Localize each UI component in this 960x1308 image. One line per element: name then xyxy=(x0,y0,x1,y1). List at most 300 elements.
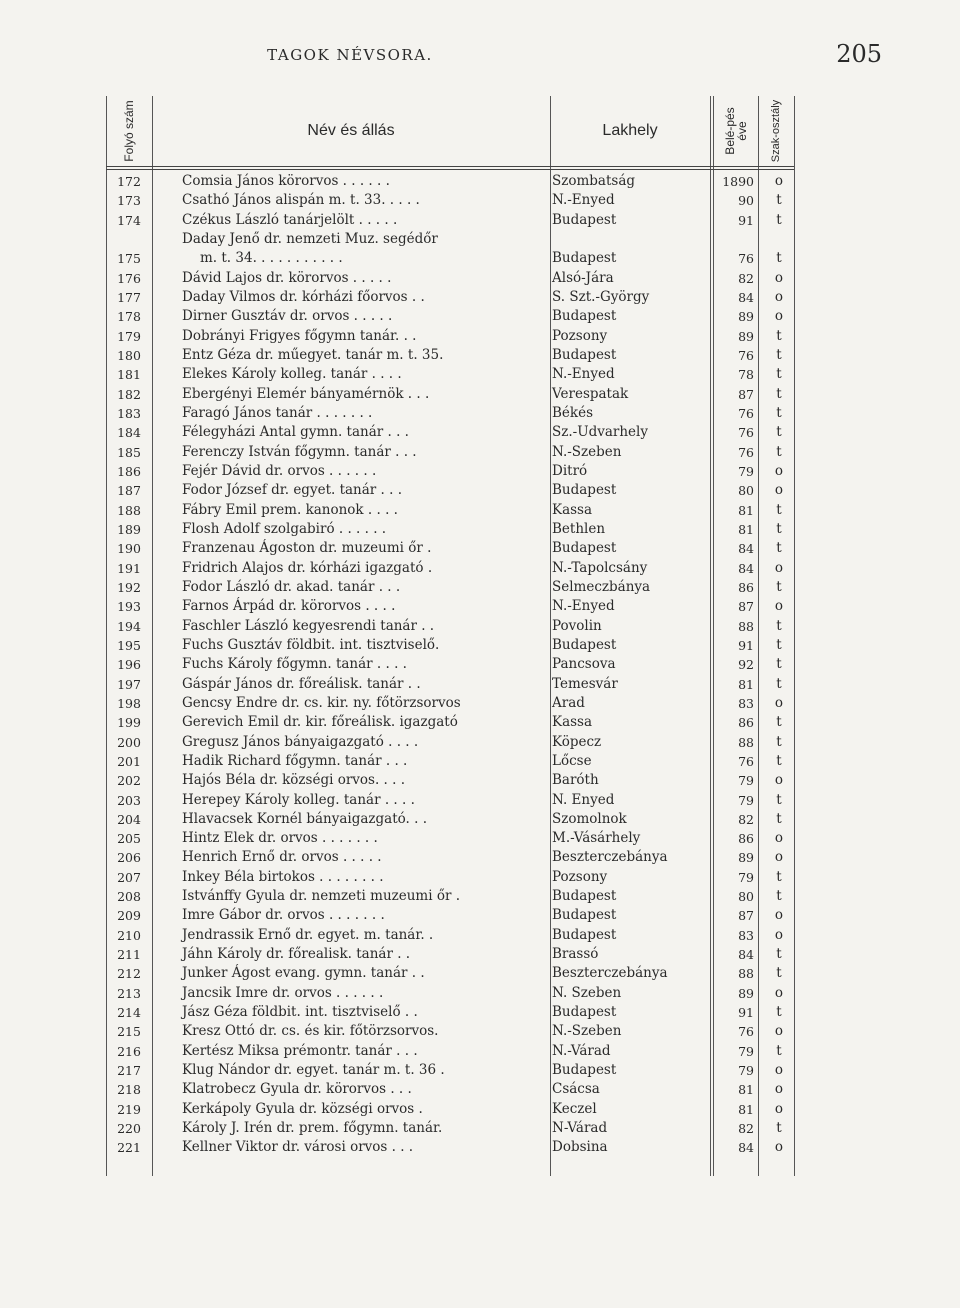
header-cell-cls xyxy=(758,96,794,166)
member-name-line: Gáspár János dr. főreálisk. tanár . . xyxy=(182,675,421,692)
section-class: t xyxy=(776,946,782,963)
table-row xyxy=(106,346,794,365)
table-row xyxy=(106,926,794,945)
member-name xyxy=(182,926,550,945)
member-name-continuation: m. t. 34. . . . . . . . . . . xyxy=(200,249,343,266)
section-class: o xyxy=(774,926,784,943)
member-residence: M.-Vásárhely xyxy=(552,830,641,847)
join-year: 81 xyxy=(738,1101,754,1117)
join-year: 89 xyxy=(738,328,754,344)
table-row xyxy=(106,520,794,539)
section-class: t xyxy=(776,366,782,383)
member-name-line: Junker Ágost evang. gymn. tanár . . xyxy=(182,965,425,982)
join-year: 76 xyxy=(738,1024,754,1040)
table-row xyxy=(106,288,794,307)
join-year: 76 xyxy=(738,425,754,441)
member-name xyxy=(182,791,550,810)
row-number: 186 xyxy=(117,463,141,479)
header-cell-name xyxy=(152,96,550,166)
table-row xyxy=(106,810,794,829)
member-residence: Budapest xyxy=(552,346,617,363)
table-row xyxy=(106,655,794,674)
member-name xyxy=(182,423,550,442)
row-number: 212 xyxy=(117,966,141,982)
member-residence: Baróth xyxy=(552,772,599,789)
table-row xyxy=(106,230,794,269)
member-residence: Keczel xyxy=(552,1100,597,1117)
member-name-line: Inkey Béla birtokos . . . . . . . . xyxy=(182,868,384,885)
member-residence: N.-Enyed xyxy=(552,598,615,615)
member-name xyxy=(182,462,550,481)
section-class: t xyxy=(776,868,782,885)
table-row xyxy=(106,481,794,500)
row-number: 213 xyxy=(117,985,141,1001)
header-num: Folyó szám xyxy=(122,100,136,162)
join-year: 84 xyxy=(738,541,754,557)
member-name-line: Félegyházi Antal gymn. tanár . . . xyxy=(182,424,409,441)
table-row xyxy=(106,887,794,906)
section-class: o xyxy=(774,462,784,479)
row-number: 203 xyxy=(117,792,141,808)
member-name xyxy=(182,617,550,636)
member-name xyxy=(182,443,550,462)
header-cell-place xyxy=(550,96,710,166)
section-class: t xyxy=(776,1042,782,1059)
row-number: 211 xyxy=(117,947,141,963)
join-year: 88 xyxy=(738,966,754,982)
member-residence: N-Várad xyxy=(552,1120,608,1137)
member-name-line: Fodor László dr. akad. tanár . . . xyxy=(182,578,401,595)
member-name-line: Ferenczy István főgymn. tanár . . . xyxy=(182,443,417,460)
row-number: 201 xyxy=(117,753,141,769)
member-name xyxy=(182,520,550,539)
row-number: 172 xyxy=(117,174,141,189)
member-residence: Budapest xyxy=(552,907,617,924)
join-year: 88 xyxy=(738,734,754,750)
member-name xyxy=(182,597,550,616)
table-row xyxy=(106,752,794,771)
member-name-line: Ebergényi Elemér bányamérnök . . . xyxy=(182,385,430,402)
member-name-line: Dávid Lajos dr. körorvos . . . . . xyxy=(182,269,392,286)
member-name xyxy=(182,172,550,191)
section-class: t xyxy=(776,810,782,827)
section-class: t xyxy=(776,250,782,267)
row-number: 182 xyxy=(117,386,141,402)
table-row xyxy=(106,945,794,964)
table-row xyxy=(106,771,794,790)
row-number: 217 xyxy=(117,1063,141,1079)
member-name-line: Elekes Károly kolleg. tanár . . . . xyxy=(182,366,402,383)
table-row xyxy=(106,964,794,983)
section-class: t xyxy=(776,965,782,982)
table-row xyxy=(106,172,794,191)
join-year: 84 xyxy=(738,560,754,576)
row-number: 205 xyxy=(117,831,141,847)
member-name xyxy=(182,578,550,597)
member-name xyxy=(182,230,550,268)
member-name xyxy=(182,327,550,346)
table-row xyxy=(106,984,794,1003)
table-row xyxy=(106,1042,794,1061)
table-row xyxy=(106,829,794,848)
row-number: 220 xyxy=(117,1121,141,1137)
row-number: 216 xyxy=(117,1043,141,1059)
table-body xyxy=(106,172,794,1158)
table-row xyxy=(106,269,794,288)
member-residence: Alsó-Jára xyxy=(552,269,614,286)
member-name-line: Istvánffy Gyula dr. nemzeti muzeumi őr . xyxy=(182,888,461,905)
member-name-line: Farnos Árpád dr. körorvos . . . . xyxy=(182,598,396,615)
page-number: 205 xyxy=(836,40,882,68)
row-number: 176 xyxy=(117,270,141,286)
join-year: 76 xyxy=(738,753,754,769)
member-residence: N. Szeben xyxy=(552,984,622,1001)
member-name xyxy=(182,984,550,1003)
member-residence: Beszterczebánya xyxy=(552,965,668,982)
row-number: 204 xyxy=(117,811,141,827)
member-residence: Budapest xyxy=(552,1062,617,1079)
table-row xyxy=(106,1003,794,1022)
table-row xyxy=(106,559,794,578)
member-name-line: Klug Nándor dr. egyet. tanár m. t. 36 . xyxy=(182,1062,445,1079)
table-row xyxy=(106,1061,794,1080)
member-name-line: Gerevich Emil dr. kir. főreálisk. igazgató xyxy=(182,714,458,731)
header-rule xyxy=(106,169,794,170)
section-class: t xyxy=(776,675,782,692)
member-name xyxy=(182,655,550,674)
member-residence: Kassa xyxy=(552,714,593,731)
row-number: 195 xyxy=(117,637,141,653)
member-name xyxy=(182,539,550,558)
member-name-line: Jász Géza földbit. int. tisztviselő . . xyxy=(182,1004,418,1021)
join-year: 76 xyxy=(738,251,754,267)
member-name-line: Daday Vilmos dr. kórházi főorvos . . xyxy=(182,288,425,305)
section-class: o xyxy=(774,288,784,305)
row-number: 196 xyxy=(117,657,141,673)
member-residence: N. Enyed xyxy=(552,791,615,808)
section-class: t xyxy=(776,656,782,673)
member-name-line: Gregusz János bányaigazgató . . . . xyxy=(182,733,419,750)
table-row xyxy=(106,385,794,404)
member-residence: Békés xyxy=(552,404,594,421)
member-name xyxy=(182,713,550,732)
join-year: 82 xyxy=(738,1121,754,1137)
join-year: 76 xyxy=(738,405,754,421)
member-name-line: Jendrassik Ernő dr. egyet. m. tanár. . xyxy=(182,926,434,943)
member-name-line: Csathó János alispán m. t. 33. . . . . xyxy=(182,192,420,209)
member-name-line: Flosh Adolf szolgabiró . . . . . . xyxy=(182,520,387,537)
table-row xyxy=(106,191,794,210)
table-row xyxy=(106,617,794,636)
member-name-line: Károly J. Irén dr. prem. főgymn. tanár. xyxy=(182,1120,443,1137)
join-year: 79 xyxy=(738,1043,754,1059)
section-class: o xyxy=(774,1023,784,1040)
join-year: 81 xyxy=(738,1082,754,1098)
table-row xyxy=(106,1080,794,1099)
join-year: 84 xyxy=(738,1140,754,1156)
table-row xyxy=(106,1100,794,1119)
row-number: 210 xyxy=(117,927,141,943)
row-number: 192 xyxy=(117,579,141,595)
row-number: 185 xyxy=(117,444,141,460)
row-number: 184 xyxy=(117,425,141,441)
join-year: 76 xyxy=(738,444,754,460)
section-class: t xyxy=(776,888,782,905)
table-row xyxy=(106,868,794,887)
running-head xyxy=(0,40,960,70)
header-rule xyxy=(106,166,794,167)
row-number: 190 xyxy=(117,541,141,557)
member-name xyxy=(182,694,550,713)
member-name-line: Entz Géza dr. műegyet. tanár m. t. 35. xyxy=(182,346,444,363)
member-name-line: Kerkápoly Gyula dr. községi orvos . xyxy=(182,1100,423,1117)
row-number: 218 xyxy=(117,1082,141,1098)
member-name xyxy=(182,1119,550,1138)
row-number: 202 xyxy=(117,773,141,789)
join-year: 87 xyxy=(738,908,754,924)
join-year: 90 xyxy=(738,193,754,209)
join-year: 81 xyxy=(738,502,754,518)
table-row xyxy=(106,423,794,442)
section-class: t xyxy=(776,385,782,402)
row-number: 193 xyxy=(117,599,141,615)
join-year: 83 xyxy=(738,695,754,711)
section-class: t xyxy=(776,714,782,731)
row-number: 189 xyxy=(117,521,141,537)
table-row xyxy=(106,1022,794,1041)
member-name-line: Jáhn Károly dr. főrealisk. tanár . . xyxy=(182,946,411,963)
member-name xyxy=(182,675,550,694)
section-class: o xyxy=(774,269,784,286)
row-number: 198 xyxy=(117,695,141,711)
member-residence: Dobsina xyxy=(552,1139,608,1156)
member-name xyxy=(182,1061,550,1080)
member-name-line: Dobrányi Frigyes főgymn tanár. . . xyxy=(182,327,417,344)
header-place: Lakhely xyxy=(602,122,658,139)
section-class: o xyxy=(774,482,784,499)
header-name: Név és állás xyxy=(307,122,395,139)
member-name-line: Faragó János tanár . . . . . . . xyxy=(182,404,373,421)
member-residence: Verespatak xyxy=(552,385,629,402)
row-number: 187 xyxy=(117,483,141,499)
header-cls: Szak-osztály xyxy=(770,99,782,163)
row-number: 200 xyxy=(117,734,141,750)
header-cell-year xyxy=(713,96,758,166)
row-number: 178 xyxy=(117,309,141,325)
join-year: 86 xyxy=(738,831,754,847)
member-name-line: Gencsy Endre dr. cs. kir. ny. főtörzsorvos xyxy=(182,694,461,711)
member-name xyxy=(182,385,550,404)
row-number: 219 xyxy=(117,1101,141,1117)
section-class: o xyxy=(774,308,784,325)
table-row xyxy=(106,713,794,732)
member-name-line: Daday Jenő dr. nemzeti Muz. segédőr xyxy=(182,230,438,247)
table-row xyxy=(106,597,794,616)
member-name xyxy=(182,906,550,925)
table-row xyxy=(106,307,794,326)
member-name xyxy=(182,1022,550,1041)
join-year: 79 xyxy=(738,773,754,789)
table-row xyxy=(106,848,794,867)
section-class: t xyxy=(776,501,782,518)
member-residence: N.-Szeben xyxy=(552,1023,622,1040)
member-name xyxy=(182,346,550,365)
member-name-line: Jancsik Imre dr. orvos . . . . . . xyxy=(182,984,384,1001)
header-year: Belé-pés éve xyxy=(722,107,749,155)
table-row xyxy=(106,906,794,925)
table-row xyxy=(106,404,794,423)
member-residence: Kassa xyxy=(552,501,593,518)
member-name-line: Czékus László tanárjelölt . . . . . xyxy=(182,211,398,228)
member-name xyxy=(182,211,550,230)
row-number: 221 xyxy=(117,1140,141,1156)
row-number: 197 xyxy=(117,676,141,692)
join-year: 81 xyxy=(738,521,754,537)
join-year: 86 xyxy=(738,579,754,595)
member-residence: Budapest xyxy=(552,926,617,943)
member-residence: Ditró xyxy=(552,462,588,479)
member-residence: Budapest xyxy=(552,211,617,228)
member-name-line: Comsia János körorvos . . . . . . xyxy=(182,173,390,189)
row-number: 173 xyxy=(117,193,141,209)
join-year: 91 xyxy=(738,637,754,653)
member-name-line: Fodor József dr. egyet. tanár . . . xyxy=(182,482,402,499)
member-residence: Temesvár xyxy=(552,675,618,692)
table-row xyxy=(106,462,794,481)
member-name-line: Hadik Richard főgymn. tanár . . . xyxy=(182,752,408,769)
member-residence: Selmeczbánya xyxy=(552,578,651,595)
table-row xyxy=(106,443,794,462)
section-class: o xyxy=(774,694,784,711)
member-name xyxy=(182,636,550,655)
section-class: t xyxy=(776,424,782,441)
section-class: t xyxy=(776,540,782,557)
join-year: 87 xyxy=(738,386,754,402)
member-residence: S. Szt.-György xyxy=(552,288,650,305)
row-number: 179 xyxy=(117,328,141,344)
member-residence: Arad xyxy=(552,694,585,711)
member-residence: N.-Tapolcsány xyxy=(552,559,648,576)
member-name xyxy=(182,771,550,790)
join-year: 79 xyxy=(738,463,754,479)
member-name xyxy=(182,1042,550,1061)
row-number: 209 xyxy=(117,908,141,924)
table-row xyxy=(106,636,794,655)
member-name xyxy=(182,365,550,384)
section-class: o xyxy=(774,173,784,189)
member-residence: Budapest xyxy=(552,540,617,557)
table-row xyxy=(106,539,794,558)
member-name-line: Fuchs Gusztáv földbit. int. tisztviselő. xyxy=(182,636,440,653)
member-name xyxy=(182,964,550,983)
member-residence: N.-Várad xyxy=(552,1042,611,1059)
row-number: 177 xyxy=(117,289,141,305)
join-year: 92 xyxy=(738,657,754,673)
table-row xyxy=(106,791,794,810)
member-residence: Povolin xyxy=(552,617,602,634)
member-residence: Szomolnok xyxy=(552,810,627,827)
member-residence: Köpecz xyxy=(552,733,602,750)
join-year: 86 xyxy=(738,715,754,731)
join-year: 82 xyxy=(738,811,754,827)
row-number: 188 xyxy=(117,502,141,518)
header-cell-num xyxy=(106,96,152,166)
section-class: o xyxy=(774,559,784,576)
section-class: t xyxy=(776,1120,782,1137)
row-number: 208 xyxy=(117,889,141,905)
page-title: TAGOK NÉVSORA. xyxy=(267,46,433,64)
member-residence: N.-Enyed xyxy=(552,366,615,383)
member-name-line: Fejér Dávid dr. orvos . . . . . . xyxy=(182,462,377,479)
join-year: 80 xyxy=(738,483,754,499)
member-name-line: Franzenau Ágoston dr. muzeumi őr . xyxy=(182,540,432,557)
member-residence: Budapest xyxy=(552,636,617,653)
member-residence: Pancsova xyxy=(552,656,616,673)
table-row xyxy=(106,327,794,346)
members-table xyxy=(106,96,794,1176)
join-year: 81 xyxy=(738,676,754,692)
member-residence: N.-Szeben xyxy=(552,443,622,460)
table-row xyxy=(106,578,794,597)
section-class: t xyxy=(776,192,782,209)
section-class: o xyxy=(774,830,784,847)
section-class: t xyxy=(776,346,782,363)
member-name xyxy=(182,269,550,288)
join-year: 80 xyxy=(738,889,754,905)
join-year: 1890 xyxy=(722,174,754,189)
member-name-line: Herepey Károly kolleg. tanár . . . . xyxy=(182,791,415,808)
section-class: t xyxy=(776,578,782,595)
member-name xyxy=(182,1100,550,1119)
table-row xyxy=(106,1138,794,1157)
join-year: 76 xyxy=(738,347,754,363)
member-name xyxy=(182,887,550,906)
section-class: t xyxy=(776,211,782,228)
row-number: 174 xyxy=(117,212,141,228)
section-class: o xyxy=(774,1100,784,1117)
member-name xyxy=(182,481,550,500)
table-row xyxy=(106,675,794,694)
member-name xyxy=(182,1080,550,1099)
row-number: 194 xyxy=(117,618,141,634)
join-year: 89 xyxy=(738,850,754,866)
member-residence: Lőcse xyxy=(552,752,592,769)
row-number: 191 xyxy=(117,560,141,576)
join-year: 87 xyxy=(738,599,754,615)
table-row xyxy=(106,694,794,713)
section-class: t xyxy=(776,791,782,808)
member-name xyxy=(182,1003,550,1022)
section-class: t xyxy=(776,752,782,769)
member-residence: Beszterczebánya xyxy=(552,849,668,866)
section-class: o xyxy=(774,1139,784,1156)
section-class: o xyxy=(774,772,784,789)
join-year: 79 xyxy=(738,869,754,885)
row-number: 180 xyxy=(117,347,141,363)
member-name-line: Kertész Miksa prémontr. tanár . . . xyxy=(182,1042,418,1059)
member-name-line: Fridrich Alajos dr. kórházi igazgató . xyxy=(182,559,433,576)
member-name xyxy=(182,191,550,210)
section-class: o xyxy=(774,984,784,1001)
section-class: t xyxy=(776,1004,782,1021)
row-number: 183 xyxy=(117,405,141,421)
member-name-line: Hajós Béla dr. községi orvos. . . . xyxy=(182,772,406,789)
join-year: 84 xyxy=(738,289,754,305)
section-class: t xyxy=(776,443,782,460)
member-name-line: Henrich Ernő dr. orvos . . . . . xyxy=(182,849,382,866)
row-number: 199 xyxy=(117,715,141,731)
member-residence: Pozsony xyxy=(552,327,608,344)
